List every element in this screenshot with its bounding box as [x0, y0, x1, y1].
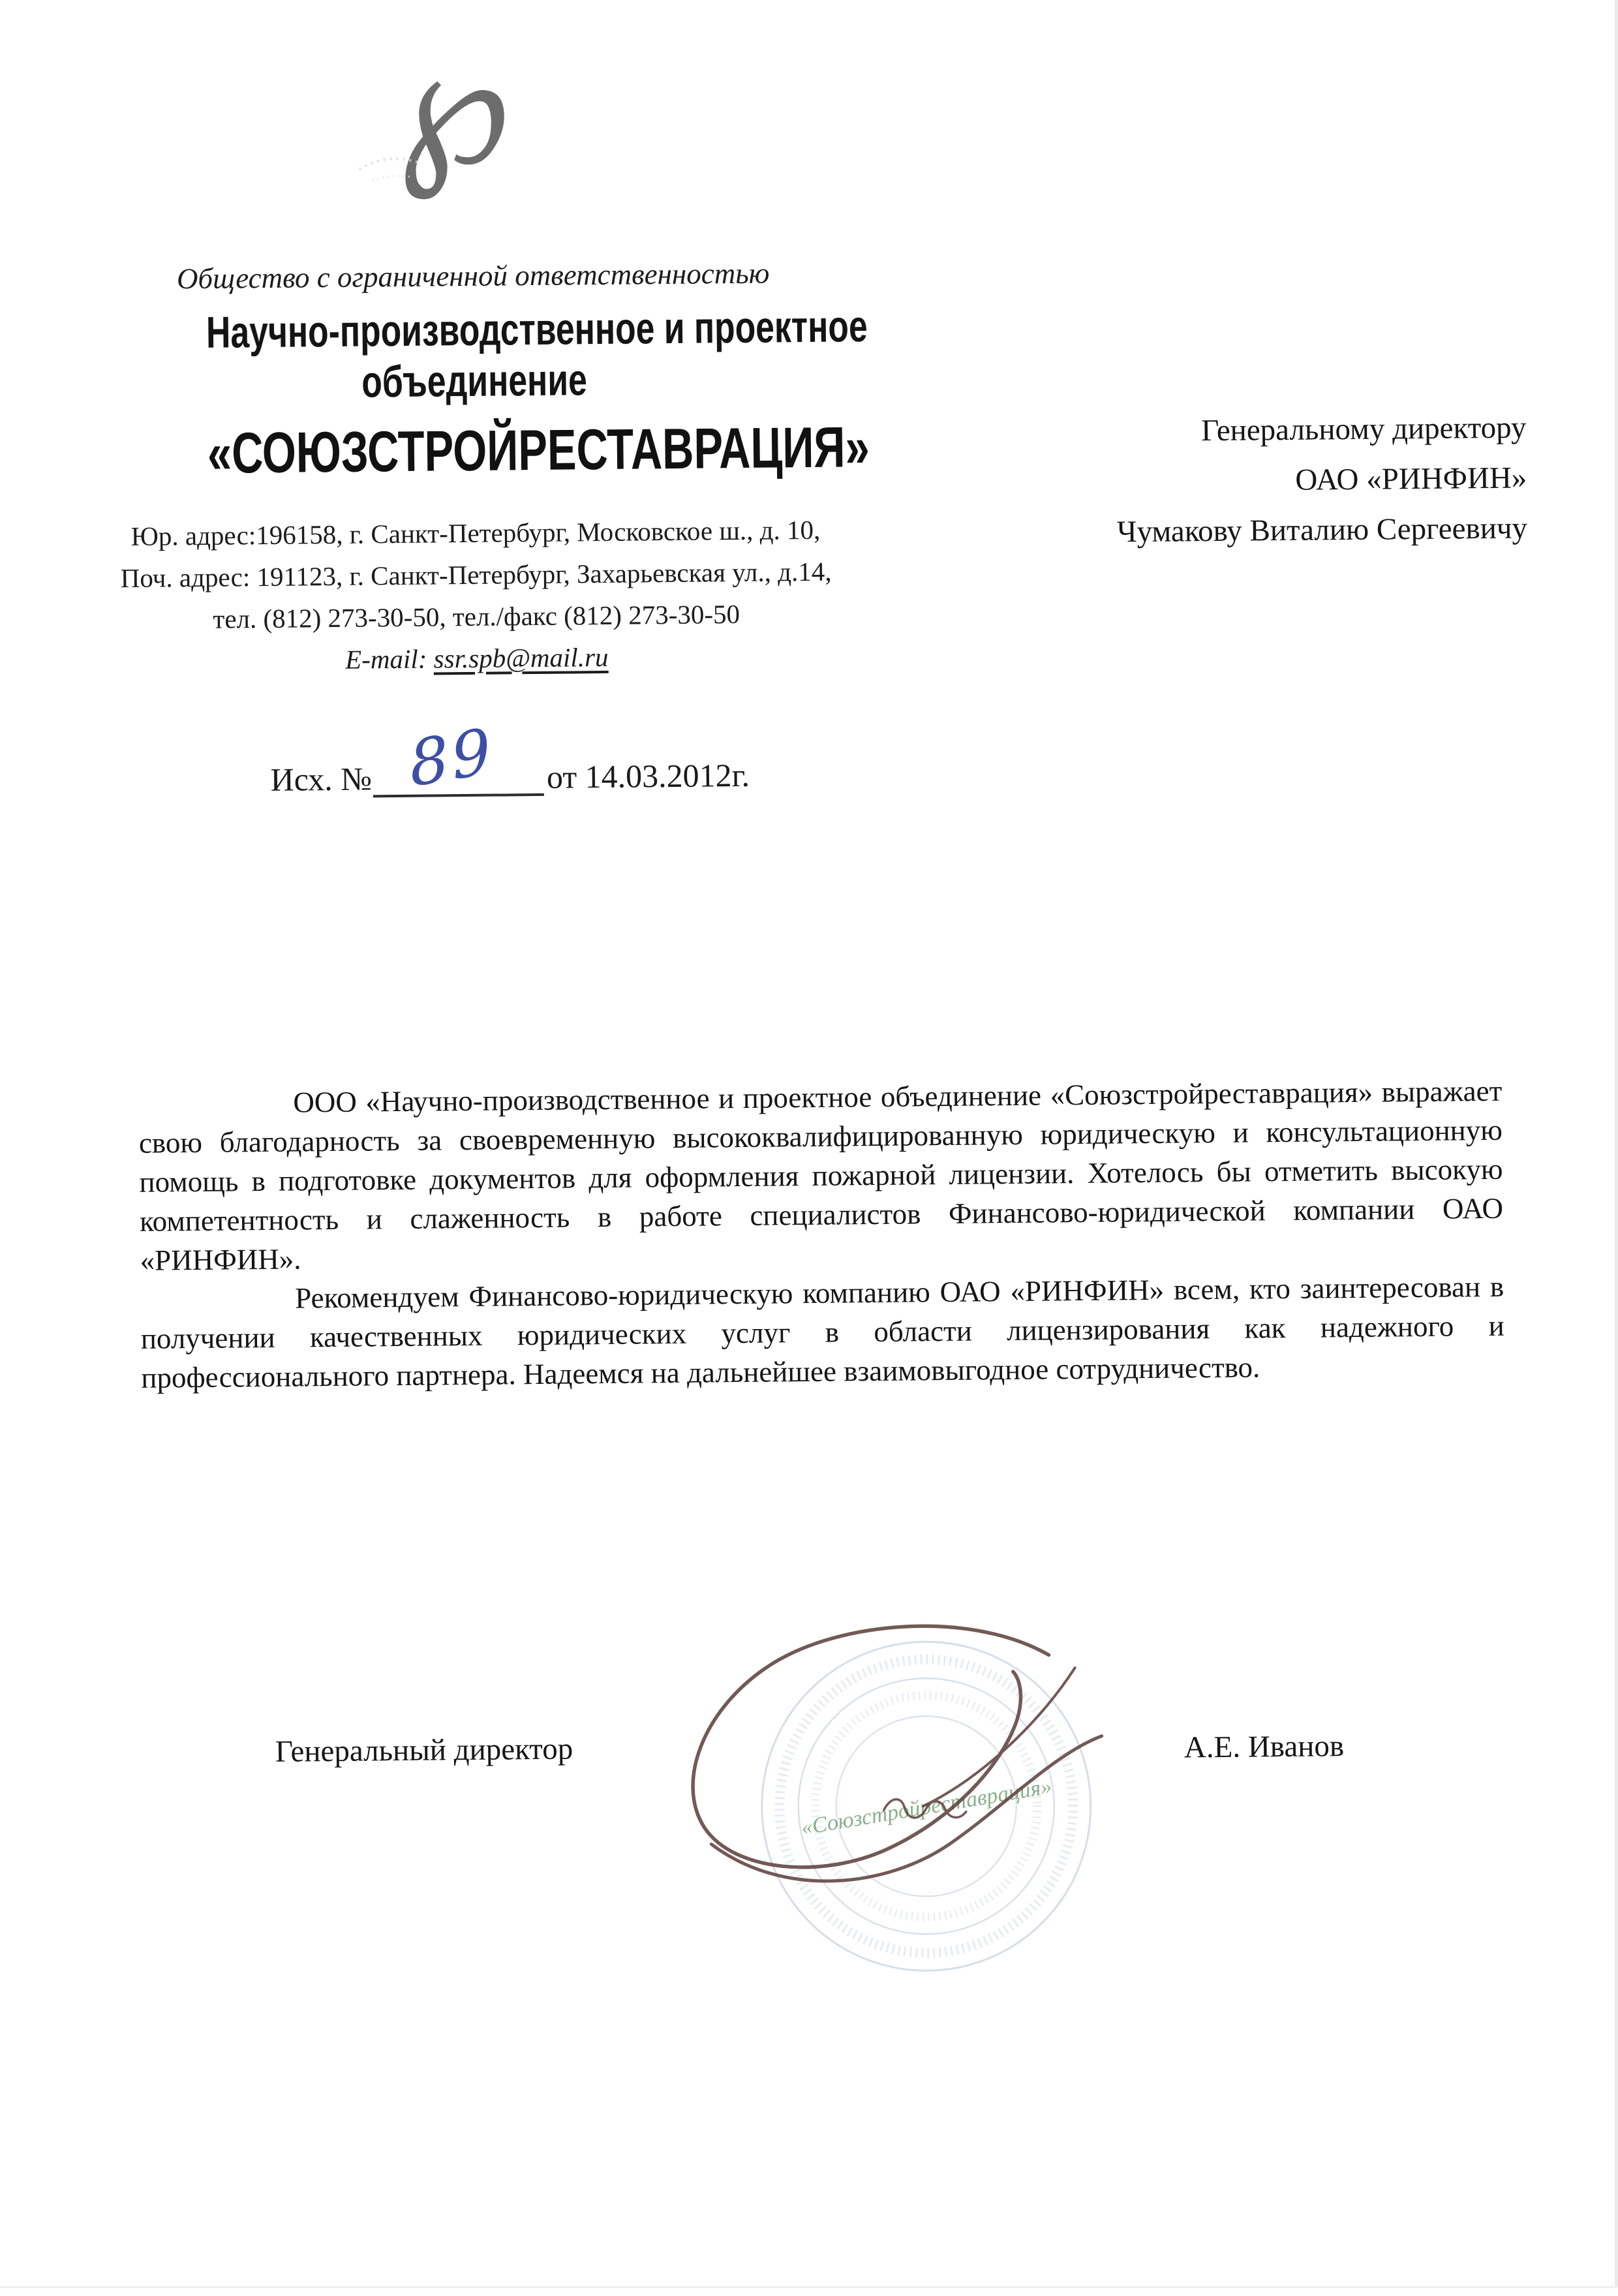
address-block	[104, 508, 849, 682]
company-logo	[328, 7, 578, 212]
email-label: E-mail:	[344, 643, 434, 675]
reference-line	[270, 714, 750, 801]
scan-edge-right	[1615, 0, 1618, 2288]
body-paragraph-2: Рекомендуем Финансово-юридическую компанию ОАО «РИНФИН» всем, кто заинтересован в получении качественных юридических услуг в области лицензирования как надежного и профессионального партнера. Надеемся на дальнейшее взаимовыгодное сотрудничество.	[140, 1270, 1504, 1394]
postal-address-line: Поч. адрес: 191123, г. Санкт-Петербург, Захарьевская ул., д.14,	[120, 556, 832, 594]
logo-glyph: ℘	[395, 10, 511, 202]
org-brand-name: «СОЮЗСТРОЙРЕСТАВРАЦИЯ»	[207, 414, 870, 485]
org-type-line: Общество с ограниченной ответственностью	[176, 256, 770, 296]
recipient-name: Чумакову Виталию Сергеевичу	[1116, 511, 1528, 549]
legal-address-line: Юр. адрес:196158, г. Санкт-Петербург, Московское ш., д. 10,	[130, 514, 821, 551]
org-name	[102, 301, 868, 410]
handwritten-number: 89	[406, 714, 497, 801]
stamp-center-text: «Союзстройреставрация»	[799, 1774, 1054, 1841]
email-line	[105, 634, 849, 682]
signer-name: А.Е. Иванов	[1183, 1729, 1345, 1765]
reference-label: Исх. №	[270, 760, 373, 798]
reference-number-blank	[373, 714, 545, 801]
body-paragraph-1: ООО «Научно-производственное и проектное объединение «Союзстройреставрация» выражает свою благодарность за своевременную высококвалифицированную юридическую и консультационную помощь в подготовке документов для оформления пожарной лицензии. Хотелось бы отметить высокую компетентность и слаженность в работе специалистов Финансово-юридической компании ОАО «РИНФИН».	[138, 1074, 1504, 1277]
phone-fax-line: тел. (812) 273-30-50, тел./факс (812) 273-30-50	[213, 598, 740, 634]
org-name-line-1: Научно-производственное и проектное	[206, 301, 868, 358]
letter-body	[138, 1071, 1505, 1398]
pencil-artifact	[349, 106, 467, 186]
recipient-position: Генеральному директору	[1200, 410, 1527, 448]
recipient-company: ОАО «РИНФИН»	[1295, 461, 1527, 497]
email-address: ssr.spb@mail.ru	[433, 641, 609, 674]
signature-loop	[692, 1625, 1054, 1868]
letterhead	[101, 255, 870, 682]
stamp-and-signature	[657, 1589, 1171, 2167]
signer-title: Генеральный директор	[275, 1732, 573, 1769]
reference-date: от 14.03.2012г.	[546, 756, 750, 795]
recipient-block	[900, 403, 1527, 559]
org-name-line-2: объединение	[361, 355, 587, 407]
stamp-seal	[657, 1589, 1171, 2167]
